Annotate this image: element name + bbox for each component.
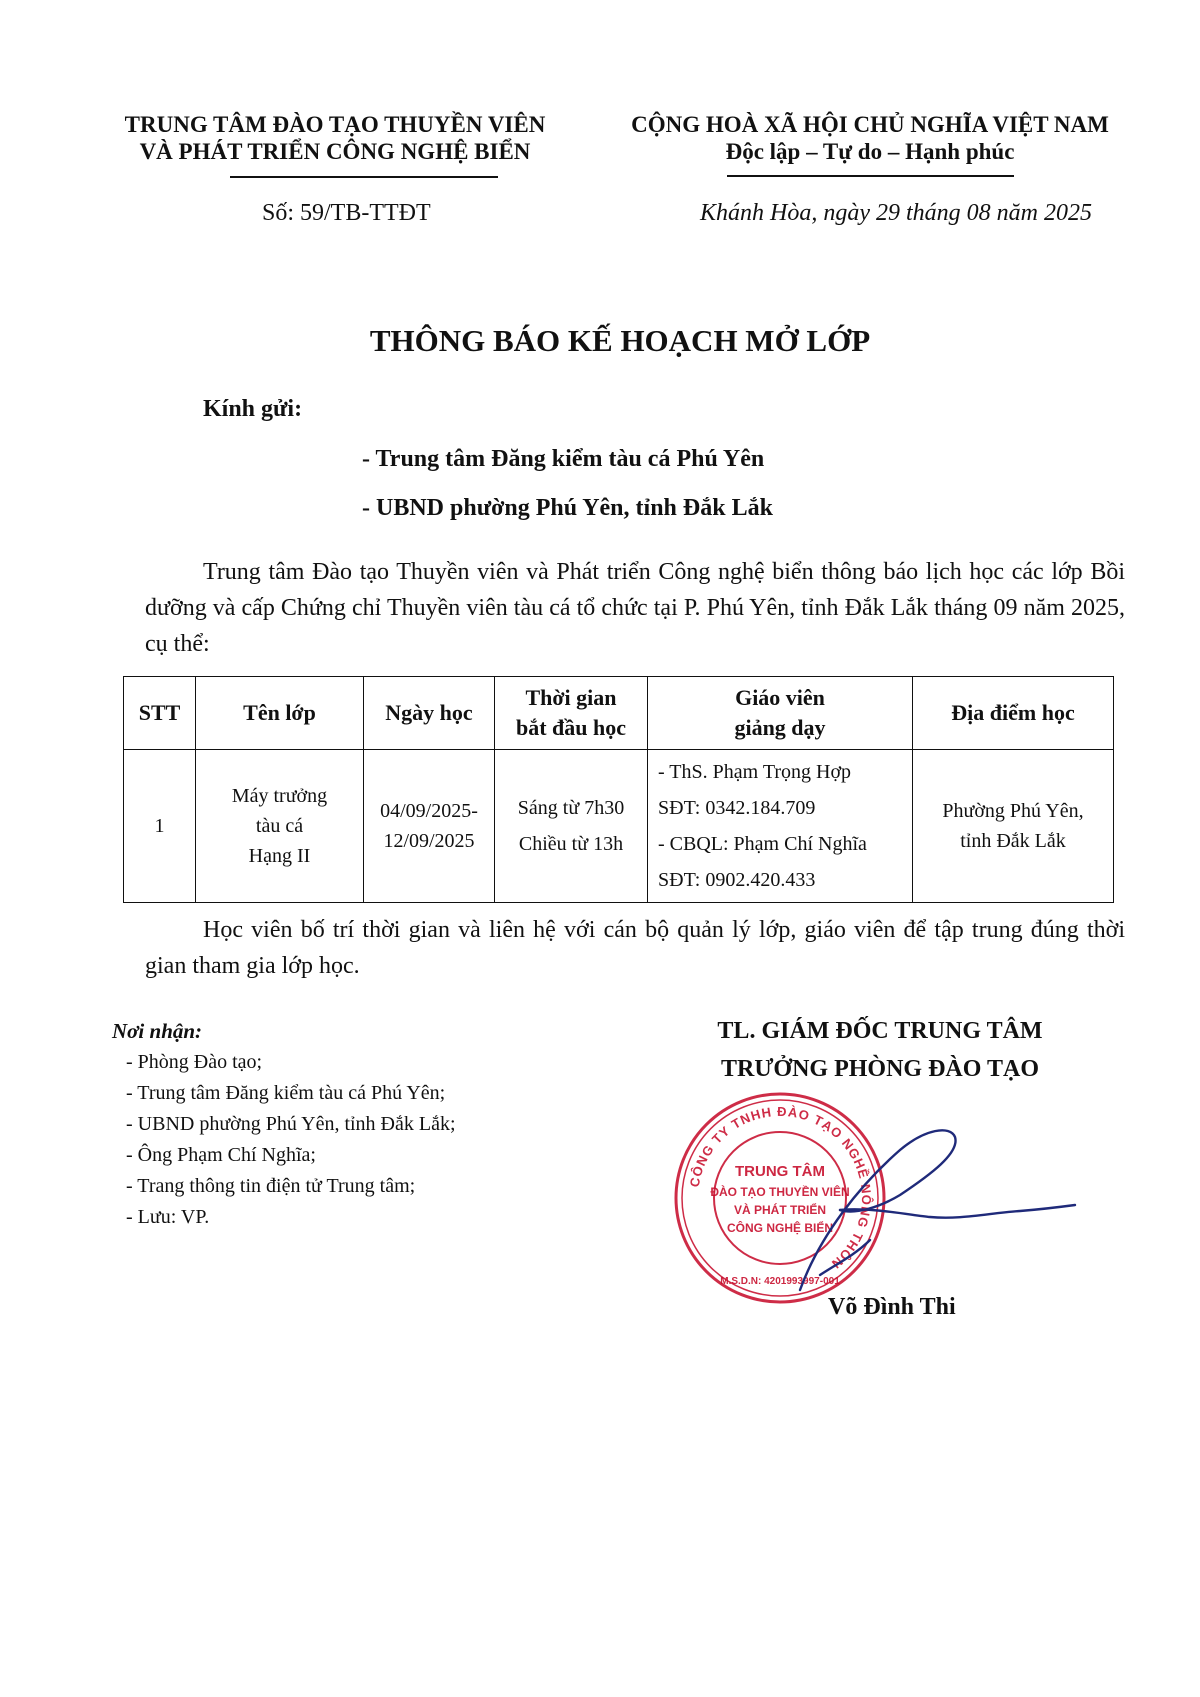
document-title: THÔNG BÁO KẾ HOẠCH MỞ LỚP (369, 323, 871, 358)
header-date: Ngày học (364, 677, 495, 750)
doc-number: Số: 59/TB-TTĐT (262, 200, 431, 226)
table-row (124, 750, 1114, 903)
nation-block (600, 112, 1140, 165)
class-l3: Hạng II (248, 845, 311, 867)
receiver-item: - Ông Phạm Chí Nghĩa; (126, 1144, 316, 1166)
teacher-l1: - ThS. Phạm Trọng Hợp (658, 761, 852, 783)
signer-name: Võ Đình Thi (828, 1294, 956, 1320)
closing-text: Học viên bố trí thời gian và liên hệ với cán bộ quản lý lớp, giáo viên để tập trung đúng thời gian tham gia lớp học. (145, 917, 1125, 979)
cell-teacher (648, 750, 913, 903)
header-start-time-l1: Thời gian (525, 685, 617, 710)
receiver-item: - Phòng Đào tạo; (126, 1051, 263, 1073)
receivers-block (112, 1016, 632, 1233)
cell-start-time (495, 750, 648, 903)
org-name-line1: TRUNG TÂM ĐÀO TẠO THUYỀN VIÊN (124, 112, 546, 137)
cell-location (913, 750, 1114, 903)
nation-underline (727, 175, 1014, 177)
seal-code: M.S.D.N: 4201993997-001 (720, 1276, 840, 1287)
nation-line2: Độc lập – Tự do – Hạnh phúc (725, 139, 1015, 164)
seal-inner-l4: CÔNG NGHỆ BIỂN (726, 1221, 834, 1235)
header-teacher (648, 677, 913, 750)
signature-title (650, 1012, 1110, 1088)
receiver-item: - Lưu: VP. (126, 1206, 210, 1228)
time-l2: Chiều từ 13h (518, 833, 624, 855)
recipients-label: Kính gửi: (203, 396, 303, 422)
org-underline (230, 176, 498, 178)
receivers-label: Nơi nhận: (112, 1019, 203, 1043)
class-l1: Máy trưởng (231, 785, 328, 807)
location-l2: tỉnh Đắk Lắk (960, 830, 1066, 852)
header-teacher-l2: giảng dạy (734, 715, 826, 740)
date-l2: 12/09/2025 (383, 830, 475, 852)
org-name-line2: VÀ PHÁT TRIỂN CÔNG NGHỆ BIỂN (139, 139, 531, 164)
cell-date (364, 750, 495, 903)
handwritten-signature-icon (760, 1115, 1090, 1305)
cell-class-name (196, 750, 364, 903)
date-l1: 04/09/2025- (380, 800, 478, 822)
header-start-time (495, 677, 648, 750)
signature-line2: TRƯỞNG PHÒNG ĐÀO TẠO (720, 1056, 1039, 1082)
header-stt: STT (124, 677, 196, 750)
org-name-block (100, 112, 570, 165)
header-teacher-l1: Giáo viên (735, 685, 825, 710)
receiver-item: - UBND phường Phú Yên, tỉnh Đắk Lắk; (126, 1113, 456, 1135)
receiver-item: - Trang thông tin điện tử Trung tâm; (126, 1175, 416, 1197)
receiver-item: - Trung tâm Đăng kiểm tàu cá Phú Yên; (126, 1082, 446, 1104)
seal-ring-text: CÔNG TY TNHH ĐÀO TẠO NGHỀ NÔNG THÔN (686, 1103, 875, 1273)
cell-stt: 1 (124, 750, 196, 903)
closing-paragraph (145, 912, 1125, 984)
table-header-row (124, 677, 1114, 750)
seal-inner-l3: VÀ PHÁT TRIỂN (733, 1203, 827, 1217)
header-class-name: Tên lớp (196, 677, 364, 750)
intro-text: Trung tâm Đào tạo Thuyền viên và Phát triển Công nghệ biển thông báo lịch học các lớp Bồi dưỡng và cấp Chứng chỉ Thuyền viên tàu cá tổ chức tại P. Phú Yên, tỉnh Đắk Lắk tháng 09 năm 2025, cụ thể: (145, 559, 1125, 657)
location-l1: Phường Phú Yên, (942, 800, 1084, 822)
nation-line1: CỘNG HOÀ XÃ HỘI CHỦ NGHĨA VIỆT NAM (631, 112, 1109, 137)
header-start-time-l2: bắt đầu học (515, 715, 627, 740)
seal-inner-l2: ĐÀO TẠO THUYỀN VIÊN (710, 1185, 850, 1199)
teacher-l2: SĐT: 0342.184.709 (658, 797, 816, 819)
teacher-l4: SĐT: 0902.420.433 (658, 869, 816, 891)
class-l2: tàu cá (255, 815, 304, 837)
schedule-table (123, 676, 1114, 903)
intro-paragraph (145, 554, 1125, 662)
header-location: Địa điểm học (913, 677, 1114, 750)
place-date: Khánh Hòa, ngày 29 tháng 08 năm 2025 (700, 200, 1092, 226)
seal-inner-l1: TRUNG TÂM (735, 1163, 825, 1180)
time-l1: Sáng từ 7h30 (517, 797, 625, 819)
teacher-l3: - CBQL: Phạm Chí Nghĩa (658, 833, 867, 855)
recipient-item: - Trung tâm Đăng kiểm tàu cá Phú Yên (362, 446, 765, 472)
recipient-item: - UBND phường Phú Yên, tỉnh Đắk Lắk (362, 495, 773, 521)
signature-line1: TL. GIÁM ĐỐC TRUNG TÂM (717, 1018, 1043, 1044)
